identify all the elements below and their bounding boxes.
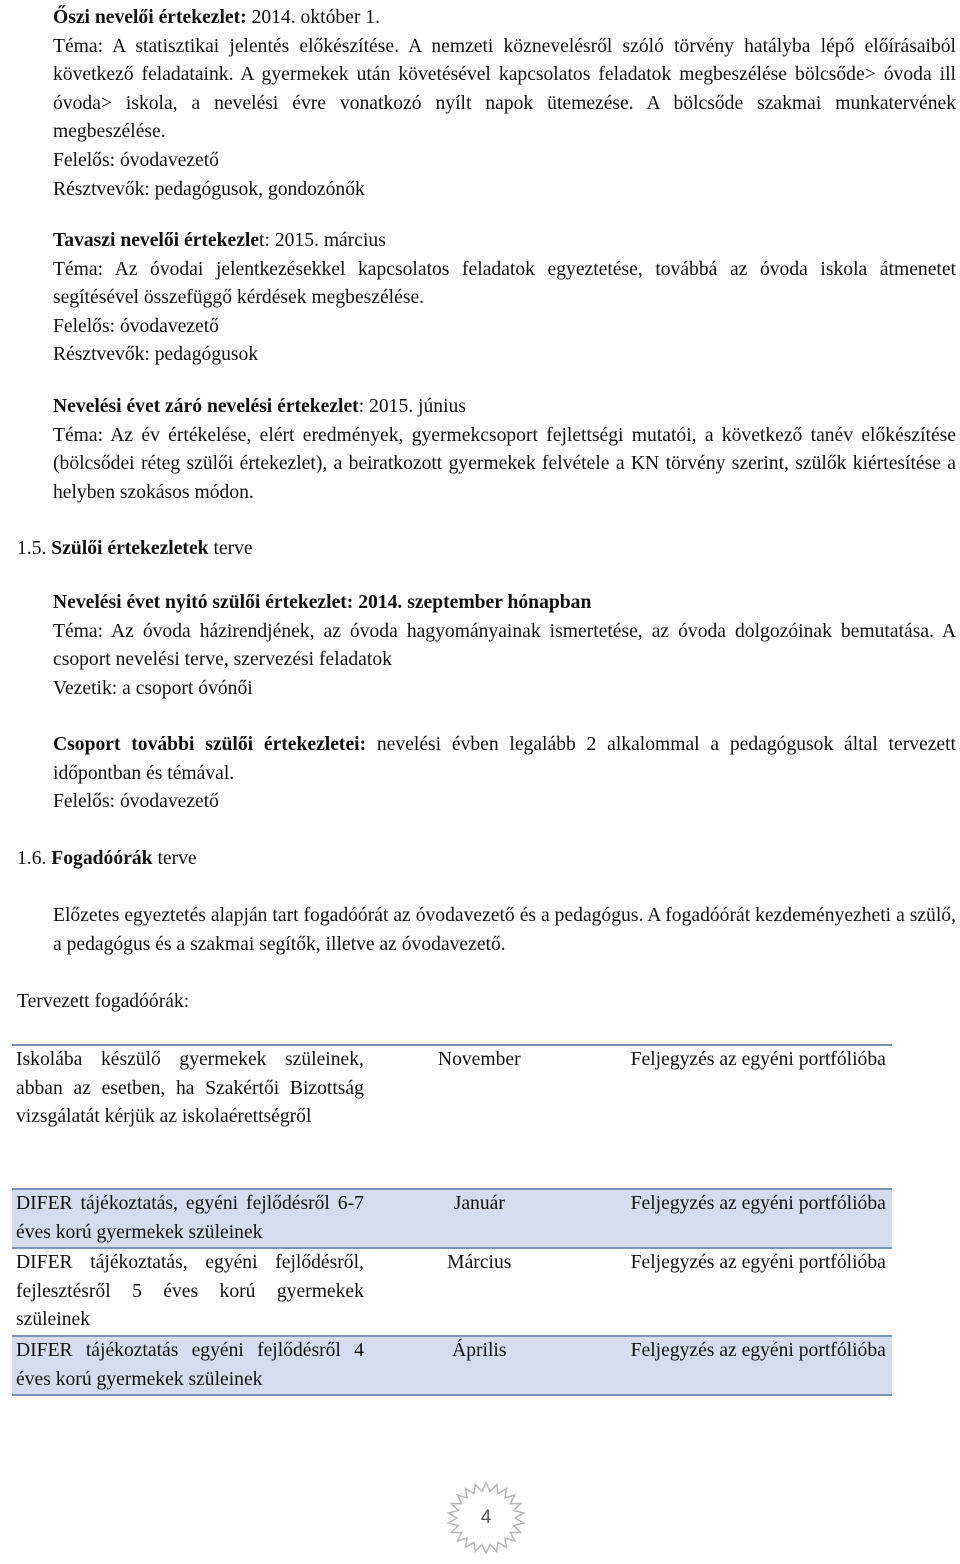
table-row [12, 1336, 892, 1395]
closing-title-date: : 2015. június [358, 396, 466, 417]
table-row [12, 1045, 892, 1189]
consultation-hours-text [53, 902, 956, 959]
spring-title-bold: Tavaszi nevelői értekezle [53, 230, 260, 251]
page-number: 4 [480, 1507, 492, 1528]
table-cell-audience: DIFER tájékoztatás, egyéni fejlődésről 6-7 éves korú gyermekek szüleinek [16, 1193, 364, 1243]
group-parent-meeting-body: nevelési évben legalább 2 alkalommal a pedagógusok által tervezett időpontban és témával. [53, 734, 956, 784]
group-parent-meeting-heading: Csoport további szülői értekezletei: [53, 734, 367, 755]
opening-parent-meeting-block [53, 589, 956, 703]
table-cell-month: Április [452, 1339, 507, 1361]
spring-title-date: t: 2015. március [259, 230, 386, 251]
table-cell-audience: Iskolába készülő gyermekek szüleinek, abban az esetben, ha Szakértői Bizottság vizsgálatát kérjük az iskolaérettségről [16, 1049, 364, 1128]
group-parent-meeting-text [53, 731, 956, 788]
table-cell-note: Feljegyzés az egyéni portfólióba [630, 1252, 886, 1274]
closing-meeting-heading [53, 393, 956, 422]
autumn-topic: Téma: A statisztikai jelentés előkészítése. A nemzeti köznevelésről szóló törvény hatályba lépő előírásaiból következő feladataink. A gyermekek után követésével kapcsolatos feladatok megbeszélése bölcsőde> óvoda ill óvoda> iskola, a nevelési évre vonatkozó nyílt napok ütemezése. A bölcsőde szakmai munkatervének megbeszélése. [53, 35, 956, 143]
closing-meeting-block [53, 393, 956, 507]
autumn-meeting-block [53, 4, 956, 204]
section-1-6-number: 1.6. [17, 848, 52, 869]
planned-consultation-label: Tervezett fogadóórák: [17, 991, 190, 1012]
opening-parent-meeting-topic: Téma: Az óvoda házirendjének, az óvoda hagyományainak ismertetése, az óvoda dolgozóinak bemutatása. A csoport nevelési terve, szervezési feladatok [53, 620, 956, 671]
table-row [12, 1189, 892, 1248]
table-cell-note: Feljegyzés az egyéni portfólióba [630, 1193, 886, 1214]
autumn-meeting-heading [53, 4, 956, 33]
group-parent-meeting-responsible: Felelős: óvodavezető [53, 791, 219, 813]
consultation-hours-table [12, 1044, 892, 1396]
spring-participants: Résztvevők: pedagógusok [53, 344, 259, 366]
closing-title-bold: Nevelési évet záró nevelési értekezlet [53, 396, 359, 417]
table-cell-month: November [437, 1049, 521, 1070]
spring-meeting-heading [53, 227, 956, 256]
autumn-title-date: 2014. október 1. [246, 7, 381, 28]
page-number-badge [434, 1478, 538, 1564]
planned-consultation-label-block [17, 988, 920, 1017]
table-cell-month: Január [453, 1193, 505, 1214]
table-cell-audience: DIFER tájékoztatás, egyéni fejlődésről, fejlesztésről 5 éves korú gyermekek szüleinek [16, 1252, 364, 1331]
opening-parent-meeting-heading: Nevelési évet nyitó szülői értekezlet: 2014. szeptember hónapban [53, 592, 592, 613]
table-cell-month: Március [447, 1252, 512, 1274]
autumn-title-bold: Őszi nevelői értekezlet: [53, 7, 247, 28]
section-1-5-title-rest: terve [208, 538, 253, 559]
table-cell-note: Feljegyzés az egyéni portfólióba [630, 1339, 886, 1361]
consultation-hours-body: Előzetes egyeztetés alapján tart fogadóórát az óvodavezető és a pedagógus. A fogadóórát kezdeményezheti a szülő, a pedagógus és a szakmai segítők, illetve az óvodavezető. [53, 905, 956, 955]
table-row [12, 1248, 892, 1336]
section-1-5-number: 1.5. [17, 538, 52, 559]
table-cell-audience: DIFER tájékoztatás egyéni fejlődésről 4 éves korú gyermekek szüleinek [16, 1339, 364, 1390]
section-1-6-title: Fogadóórák [51, 848, 153, 869]
table-cell-note: Feljegyzés az egyéni portfólióba [630, 1049, 886, 1070]
spring-meeting-block [53, 227, 956, 370]
closing-topic: Téma: Az év értékelése, elért eredmények, gyermekcsoport fejlettségi mutatói, a következő tanév előkészítése (bölcsődei réteg szülői értekezlet), a beiratkozott gyermekek felvétele a KN törvény szerint, szülők kiértesítése a helyben szokásos módon. [53, 424, 956, 503]
section-1-6-heading [17, 845, 956, 874]
autumn-participants: Résztvevők: pedagógusok, gondozónők [53, 178, 365, 200]
spring-responsible: Felelős: óvodavezető [53, 315, 219, 337]
section-1-5-title: Szülői értekezletek [51, 538, 209, 559]
spring-topic: Téma: Az óvodai jelentkezésekkel kapcsolatos feladatok egyeztetése, továbbá az óvoda iskola átmenetet segítésével összefüggő kérdések megbeszélése. [53, 258, 956, 309]
section-1-5-heading [17, 535, 956, 564]
section-1-6-title-rest: terve [152, 848, 197, 869]
opening-parent-meeting-lead: Vezetik: a csoport óvónői [53, 677, 253, 699]
group-parent-meeting-block [53, 731, 956, 817]
autumn-responsible: Felelős: óvodavezető [53, 149, 219, 171]
